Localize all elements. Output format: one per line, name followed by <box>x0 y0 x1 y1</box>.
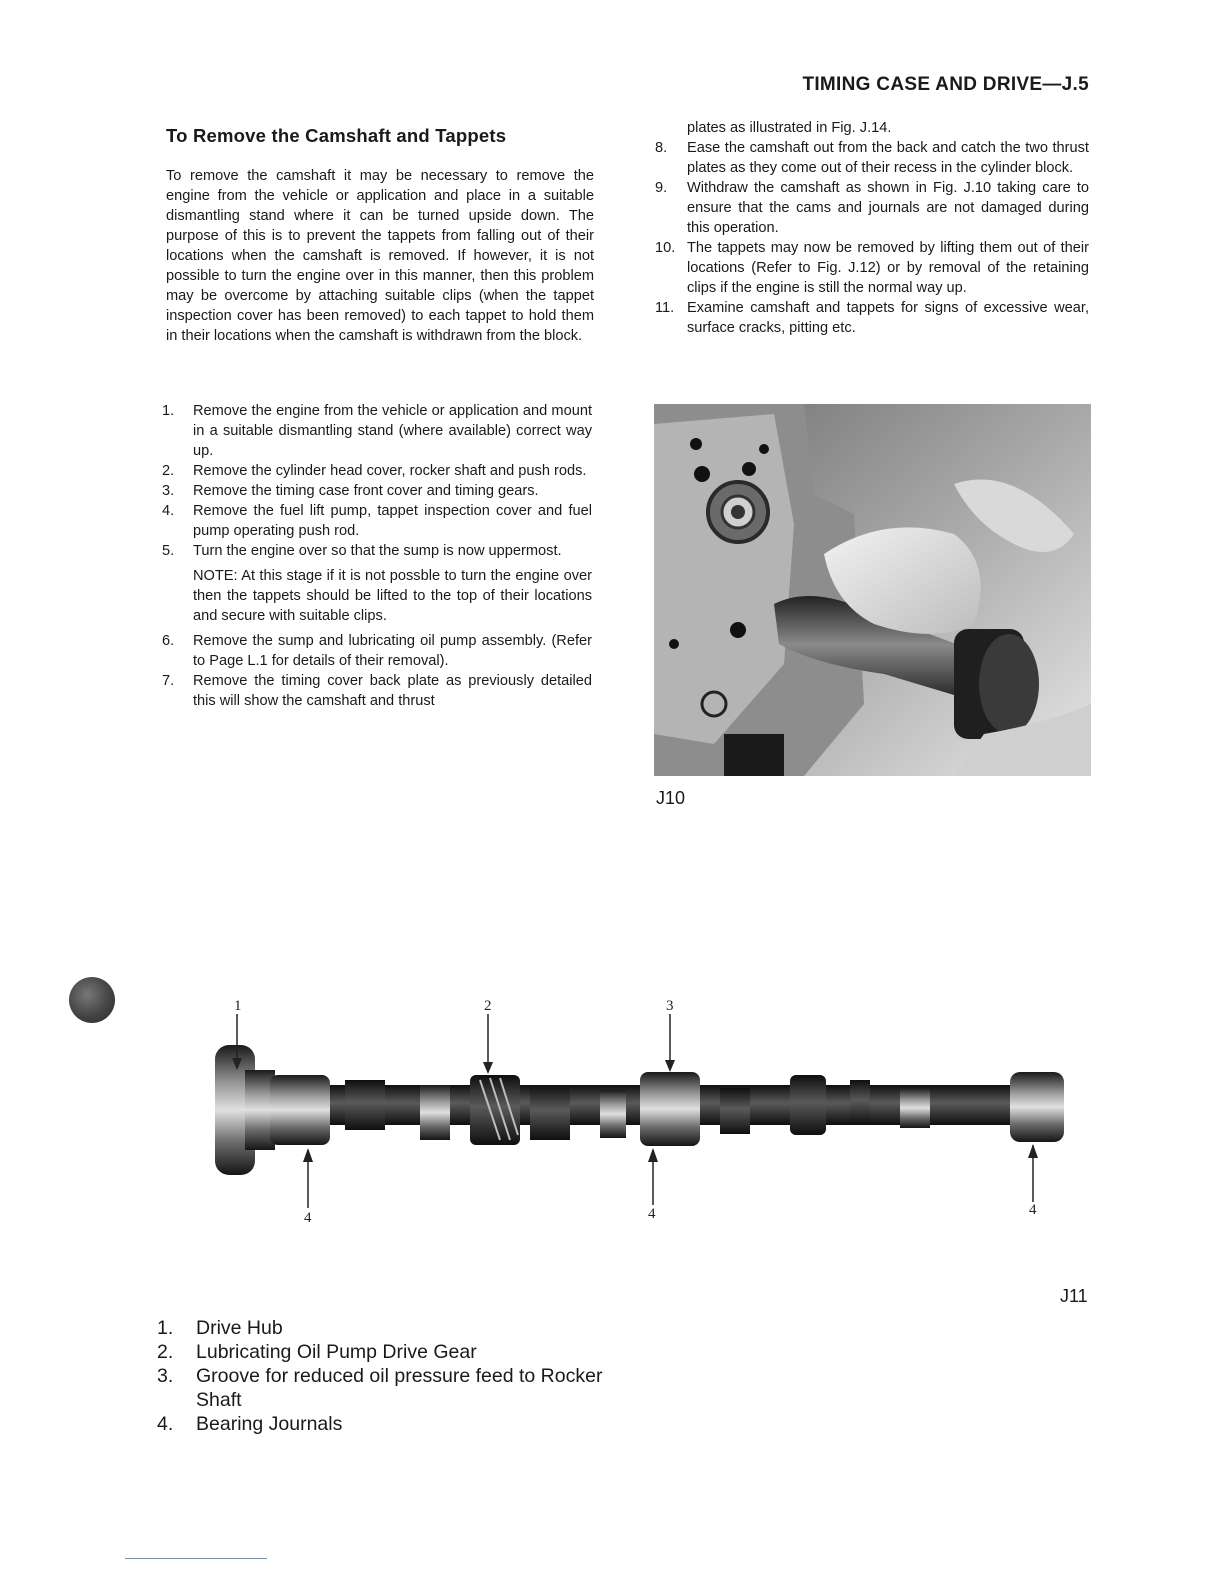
step-item <box>162 671 592 711</box>
step-item <box>162 481 592 501</box>
legend-number: 3. <box>157 1365 174 1387</box>
step-item <box>162 461 592 481</box>
legend-item <box>157 1364 636 1412</box>
legend-item <box>157 1316 636 1340</box>
step-text: Remove the timing case front cover and timing gears. <box>193 483 539 499</box>
step-number: 7. <box>162 673 175 689</box>
step-text: Turn the engine over so that the sump is now uppermost. <box>193 543 562 559</box>
step-continuation: plates as illustrated in Fig. J.14. <box>687 120 892 136</box>
step-item <box>655 178 1089 238</box>
legend-text: Drive Hub <box>196 1317 283 1339</box>
step-item <box>655 138 1089 178</box>
steps-left-list <box>162 401 592 711</box>
steps-right-list <box>655 118 1089 338</box>
legend-number: 4. <box>157 1413 174 1435</box>
legend-number: 2. <box>157 1341 174 1363</box>
step-number: 2. <box>162 463 175 479</box>
note-paragraph: NOTE: At this stage if it is not possble to turn the engine over then the tappets should be lifted to the top of their locations and secure with suitable clips. <box>193 568 592 624</box>
step-number: 1. <box>162 403 175 419</box>
legend-text: Groove for reduced oil pressure feed to Rocker Shaft <box>196 1365 603 1411</box>
step-item <box>162 501 592 541</box>
step-number: 5. <box>162 543 175 559</box>
camshaft-withdrawal-photo <box>654 404 1091 776</box>
step-number: 10. <box>655 240 676 256</box>
step-number: 6. <box>162 633 175 649</box>
step-text: Remove the engine from the vehicle or application and mount in a suitable dismantling stand (where available) correct way up. <box>193 403 592 459</box>
binder-hole <box>69 977 115 1023</box>
step-text: Withdraw the camshaft as shown in Fig. J.10 taking care to ensure that the cams and journals are not damaged during this operation. <box>687 180 1089 236</box>
step-text: Examine camshaft and tappets for signs of excessive wear, surface cracks, pitting etc. <box>687 300 1089 336</box>
running-header: TIMING CASE AND DRIVE—J.5 <box>802 74 1089 95</box>
step-number: 11. <box>655 300 675 316</box>
step-text: Remove the timing cover back plate as previously detailed this will show the camshaft and thrust <box>193 673 592 709</box>
callout-1: 1 <box>234 998 242 1014</box>
step-item <box>162 631 592 671</box>
legend-item <box>157 1340 636 1364</box>
step-item <box>655 238 1089 298</box>
callout-2: 2 <box>484 998 492 1014</box>
step-text: Remove the cylinder head cover, rocker shaft and push rods. <box>193 463 587 479</box>
step-number: 9. <box>655 180 668 196</box>
step-item <box>655 298 1089 338</box>
figure-label-j10: J10 <box>656 788 686 808</box>
callout-3: 3 <box>666 998 674 1014</box>
step-text: Remove the fuel lift pump, tappet inspection cover and fuel pump operating push rod. <box>193 503 592 539</box>
camshaft-diagram <box>200 990 1080 1230</box>
step-item <box>162 541 592 561</box>
step-number: 8. <box>655 140 668 156</box>
legend-text: Bearing Journals <box>196 1413 343 1435</box>
legend-item <box>157 1412 636 1436</box>
callout-4a: 4 <box>304 1210 312 1226</box>
legend-text: Lubricating Oil Pump Drive Gear <box>196 1341 477 1363</box>
step-number: 3. <box>162 483 175 499</box>
step-text: Ease the camshaft out from the back and catch the two thrust plates as they come out of their recess in the cylinder block. <box>687 140 1089 176</box>
figure-legend <box>157 1316 636 1436</box>
step-text: The tappets may now be removed by lifting them out of their locations (Refer to Fig. J.12) or by removal of the retaining clips if the engine is still the normal way up. <box>687 240 1089 296</box>
step-text: Remove the sump and lubricating oil pump assembly. (Refer to Page L.1 for details of their removal). <box>193 633 592 669</box>
footer-rule <box>125 1558 267 1559</box>
callout-4c: 4 <box>1029 1202 1037 1218</box>
legend-number: 1. <box>157 1317 174 1339</box>
figure-label-j11: J11 <box>1060 1286 1088 1306</box>
section-title: To Remove the Camshaft and Tappets <box>166 125 507 146</box>
callout-4b: 4 <box>648 1206 656 1222</box>
intro-paragraph: To remove the camshaft it may be necessary to remove the engine from the vehicle or application and place in a suitable dismantling stand where it can be turned upside down. The purpose of this is to prevent the tappets from falling out of their locations when the camshaft is removed. If however, it is not possible to turn the engine over in this manner, then this problem may be overcome by attaching suitable clips (when the tappet inspection cover has been removed) to each tappet to hold them in their locations when the camshaft is withdrawn from the block. <box>166 168 594 344</box>
step-number: 4. <box>162 503 175 519</box>
step-item <box>162 401 592 461</box>
